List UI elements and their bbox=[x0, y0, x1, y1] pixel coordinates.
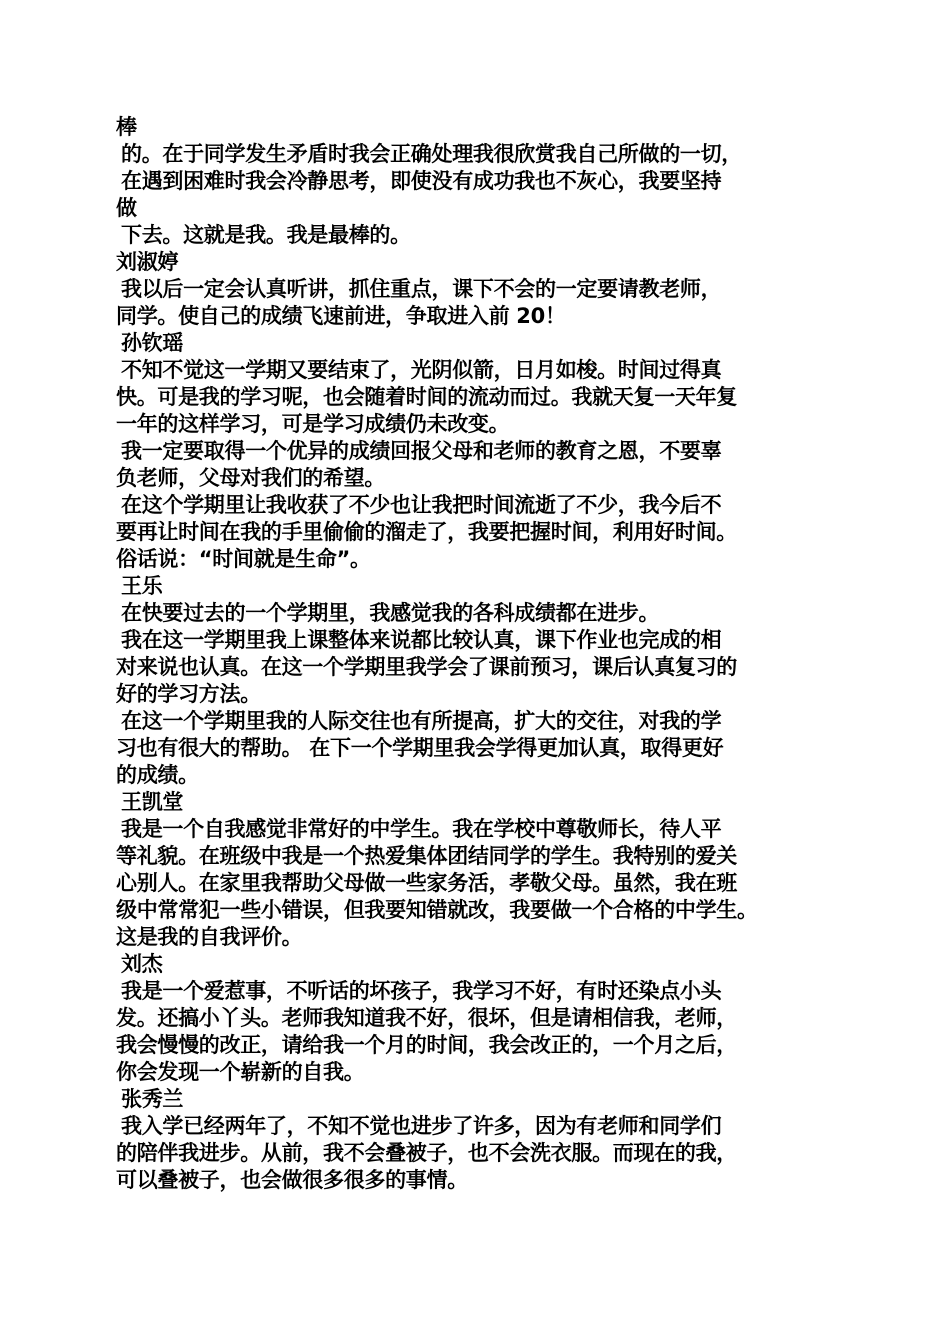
text-line: 可以叠被子，也会做很多很多的事情。 bbox=[116, 1168, 468, 1192]
text-line: 这是我的自我评价。 bbox=[116, 925, 303, 949]
text-line: 你会发现一个崭新的自我。 bbox=[116, 1060, 365, 1084]
text-line: 的陪伴我进步。从前，我不会叠被子，也不会洗衣服。而现在的我， bbox=[116, 1141, 737, 1165]
text-line: 同学。使自己的成绩飞速前进，争取进入前 20！ bbox=[116, 304, 566, 328]
text-line: 要再让时间在我的手里偷偷的溜走了，我要把握时间，利用好时间。 bbox=[116, 520, 737, 544]
text-line: 刘淑婷 bbox=[116, 250, 179, 274]
text-line: 张秀兰 bbox=[121, 1087, 184, 1111]
text-line: 发。还搞小丫头。老师我知道我不好，很坏，但是请相信我，老师， bbox=[116, 1006, 737, 1030]
text-line: 习也有很大的帮助。 在下一个学期里我会学得更加认真，取得更好 bbox=[116, 736, 724, 760]
text-line: 好的学习方法。 bbox=[116, 682, 261, 706]
text-line: 对来说也认真。在这一个学期里我学会了课前预习，课后认真复习的 bbox=[116, 655, 737, 679]
text-line: 负老师，父母对我们的希望。 bbox=[116, 466, 386, 490]
text-line: 级中常常犯一些小错误，但我要知错就改，我要做一个合格的中学生。 bbox=[116, 898, 758, 922]
text-line: 在这个学期里让我收获了不少也让我把时间流逝了不少，我今后不 bbox=[121, 493, 722, 517]
text-line: 下去。这就是我。我是最棒的。 bbox=[121, 223, 411, 247]
text-line: 俗话说：“时间就是生命”。 bbox=[116, 547, 371, 571]
text-line: 做 bbox=[116, 196, 137, 220]
text-line: 我在这一学期里我上课整体来说都比较认真，课下作业也完成的相 bbox=[121, 628, 722, 652]
text-line: 等礼貌。在班级中我是一个热爱集体团结同学的学生。我特别的爱关 bbox=[116, 844, 737, 868]
text-line: 孙钦瑶 bbox=[121, 331, 184, 355]
text-line: 的成绩。 bbox=[116, 763, 199, 787]
text-line: 我以后一定会认真听讲，抓住重点，课下不会的一定要请教老师， bbox=[121, 277, 722, 301]
text-line: 王凯堂 bbox=[121, 790, 184, 814]
document-page bbox=[116, 114, 856, 1194]
text-line: 我会慢慢的改正，请给我一个月的时间，我会改正的，一个月之后， bbox=[116, 1033, 737, 1057]
text-line: 的。在于同学发生矛盾时我会正确处理我很欣赏我自己所做的一切， bbox=[121, 142, 742, 166]
text-line: 王乐 bbox=[121, 574, 163, 598]
text-line: 快。可是我的学习呢，也会随着时间的流动而过。我就天复一天年复 bbox=[116, 385, 737, 409]
text-line: 棒 bbox=[116, 115, 137, 139]
text-line: 一年的这样学习，可是学习成绩仍未改变。 bbox=[116, 412, 510, 436]
text-line: 在这一个学期里我的人际交往也有所提高，扩大的交往，对我的学 bbox=[121, 709, 722, 733]
text-line: 在遇到困难时我会冷静思考，即使没有成功我也不灰心，我要坚持 bbox=[121, 169, 722, 193]
text-line: 我一定要取得一个优异的成绩回报父母和老师的教育之恩，不要辜 bbox=[121, 439, 722, 463]
text-line: 心别人。在家里我帮助父母做一些家务活，孝敬父母。虽然，我在班 bbox=[116, 871, 737, 895]
text-line: 不知不觉这一学期又要结束了，光阴似箭，日月如梭。时间过得真 bbox=[121, 358, 722, 382]
text-line: 我入学已经两年了，不知不觉也进步了许多，因为有老师和同学们 bbox=[121, 1114, 722, 1138]
text-line: 刘杰 bbox=[121, 952, 163, 976]
text-line: 我是一个爱惹事，不听话的坏孩子，我学习不好，有时还染点小头 bbox=[121, 979, 722, 1003]
text-line: 我是一个自我感觉非常好的中学生。我在学校中尊敬师长，待人平 bbox=[121, 817, 722, 841]
text-line: 在快要过去的一个学期里，我感觉我的各科成绩都在进步。 bbox=[121, 601, 660, 625]
